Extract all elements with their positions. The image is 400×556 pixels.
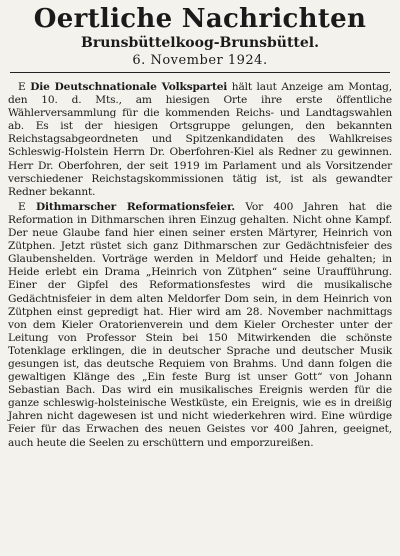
article-marker: E [18, 200, 26, 213]
article-deutschnationale-volkspartei [8, 81, 392, 199]
location-subheading: Brunsbüttelkoog-Brunsbüttel. [81, 35, 319, 51]
article-lead: Dithmarscher Reformationsfeier. [36, 200, 235, 213]
article-body: Vor 400 Jahren hat die Reformation in Dithmarschen ihren Einzug gehalten. Nicht ohne Kampf. Der neue Glaube fand hier einen seiner ersten Märtyrer, Heinrich von Zütphen. Jetzt rüstet sich ganz Dithmarschen zur Gedächtnisfeier des Glaubenshelden. Vorträge werden in Meldorf und Heide gehalten; in Heide erlebt ein Drama „Heinrich von Zütphen“ seine Uraufführung. Einer der Gipfel des Reformationsfestes wird die musikalische Gedächtnisfeier in dem alten Meldorfer Dom sein, in dem Heinrich von Zütphen einst gepredigt hat. Hier wird am 28. November nachmittags von dem Kieler Oratorienverein und dem Kieler Orchester unter der Leitung von Professor Stein bei 150 Mitwirkenden die schönste Totenklage erklingen, die in deutscher Sprache und deutscher Musik gesungen ist, das deutsche Requiem von Brahms. Und dann folgen die gewaltigen Klänge des „Ein feste Burg ist unser Gott“ von Johann Sebastian Bach. Das wird ein musikalisches Ereignis werden für die ganze schleswig-holsteinische Westküste, ein Ereignis, wie es in dreißig Jahren nicht dagewesen ist und nicht wiederkehren wird. Eine würdige Feier für das Erwachen des neuen Geistes vor 400 Jahren, geeignet, auch heute die Seelen zu erschüttern und emporzureißen. [8, 200, 393, 449]
issue-date: 6. November 1924. [132, 53, 268, 68]
article-body: hält laut Anzeige am Montag, den 10. d. Mts., am hiesigen Orte ihre erste öffentliche Wählerversammlung für die kommenden Reichs- und Landtagswahlen ab. Es ist der hiesigen Ortsgruppe gelungen, den bekannten Reichstagsabgeordneten und Spitzenkandidaten des Wahlkreises Schleswig-Holstein Herrn Dr. Oberfohren-Kiel als Redner zu gewinnen. Herr Dr. Oberfohren, der seit 1919 im Parlament und als Vorsitzender verschiedener Reichstagskommissionen tätig ist, ist als gewandter Redner bekannt. [8, 81, 393, 198]
article-lead: Die Deutschnationale Volkspartei [30, 81, 228, 93]
section-headline: Oertliche Nachrichten [33, 4, 367, 34]
header-divider [10, 72, 390, 73]
article-marker: E [18, 81, 26, 93]
article-reformationsfeier [8, 201, 392, 450]
